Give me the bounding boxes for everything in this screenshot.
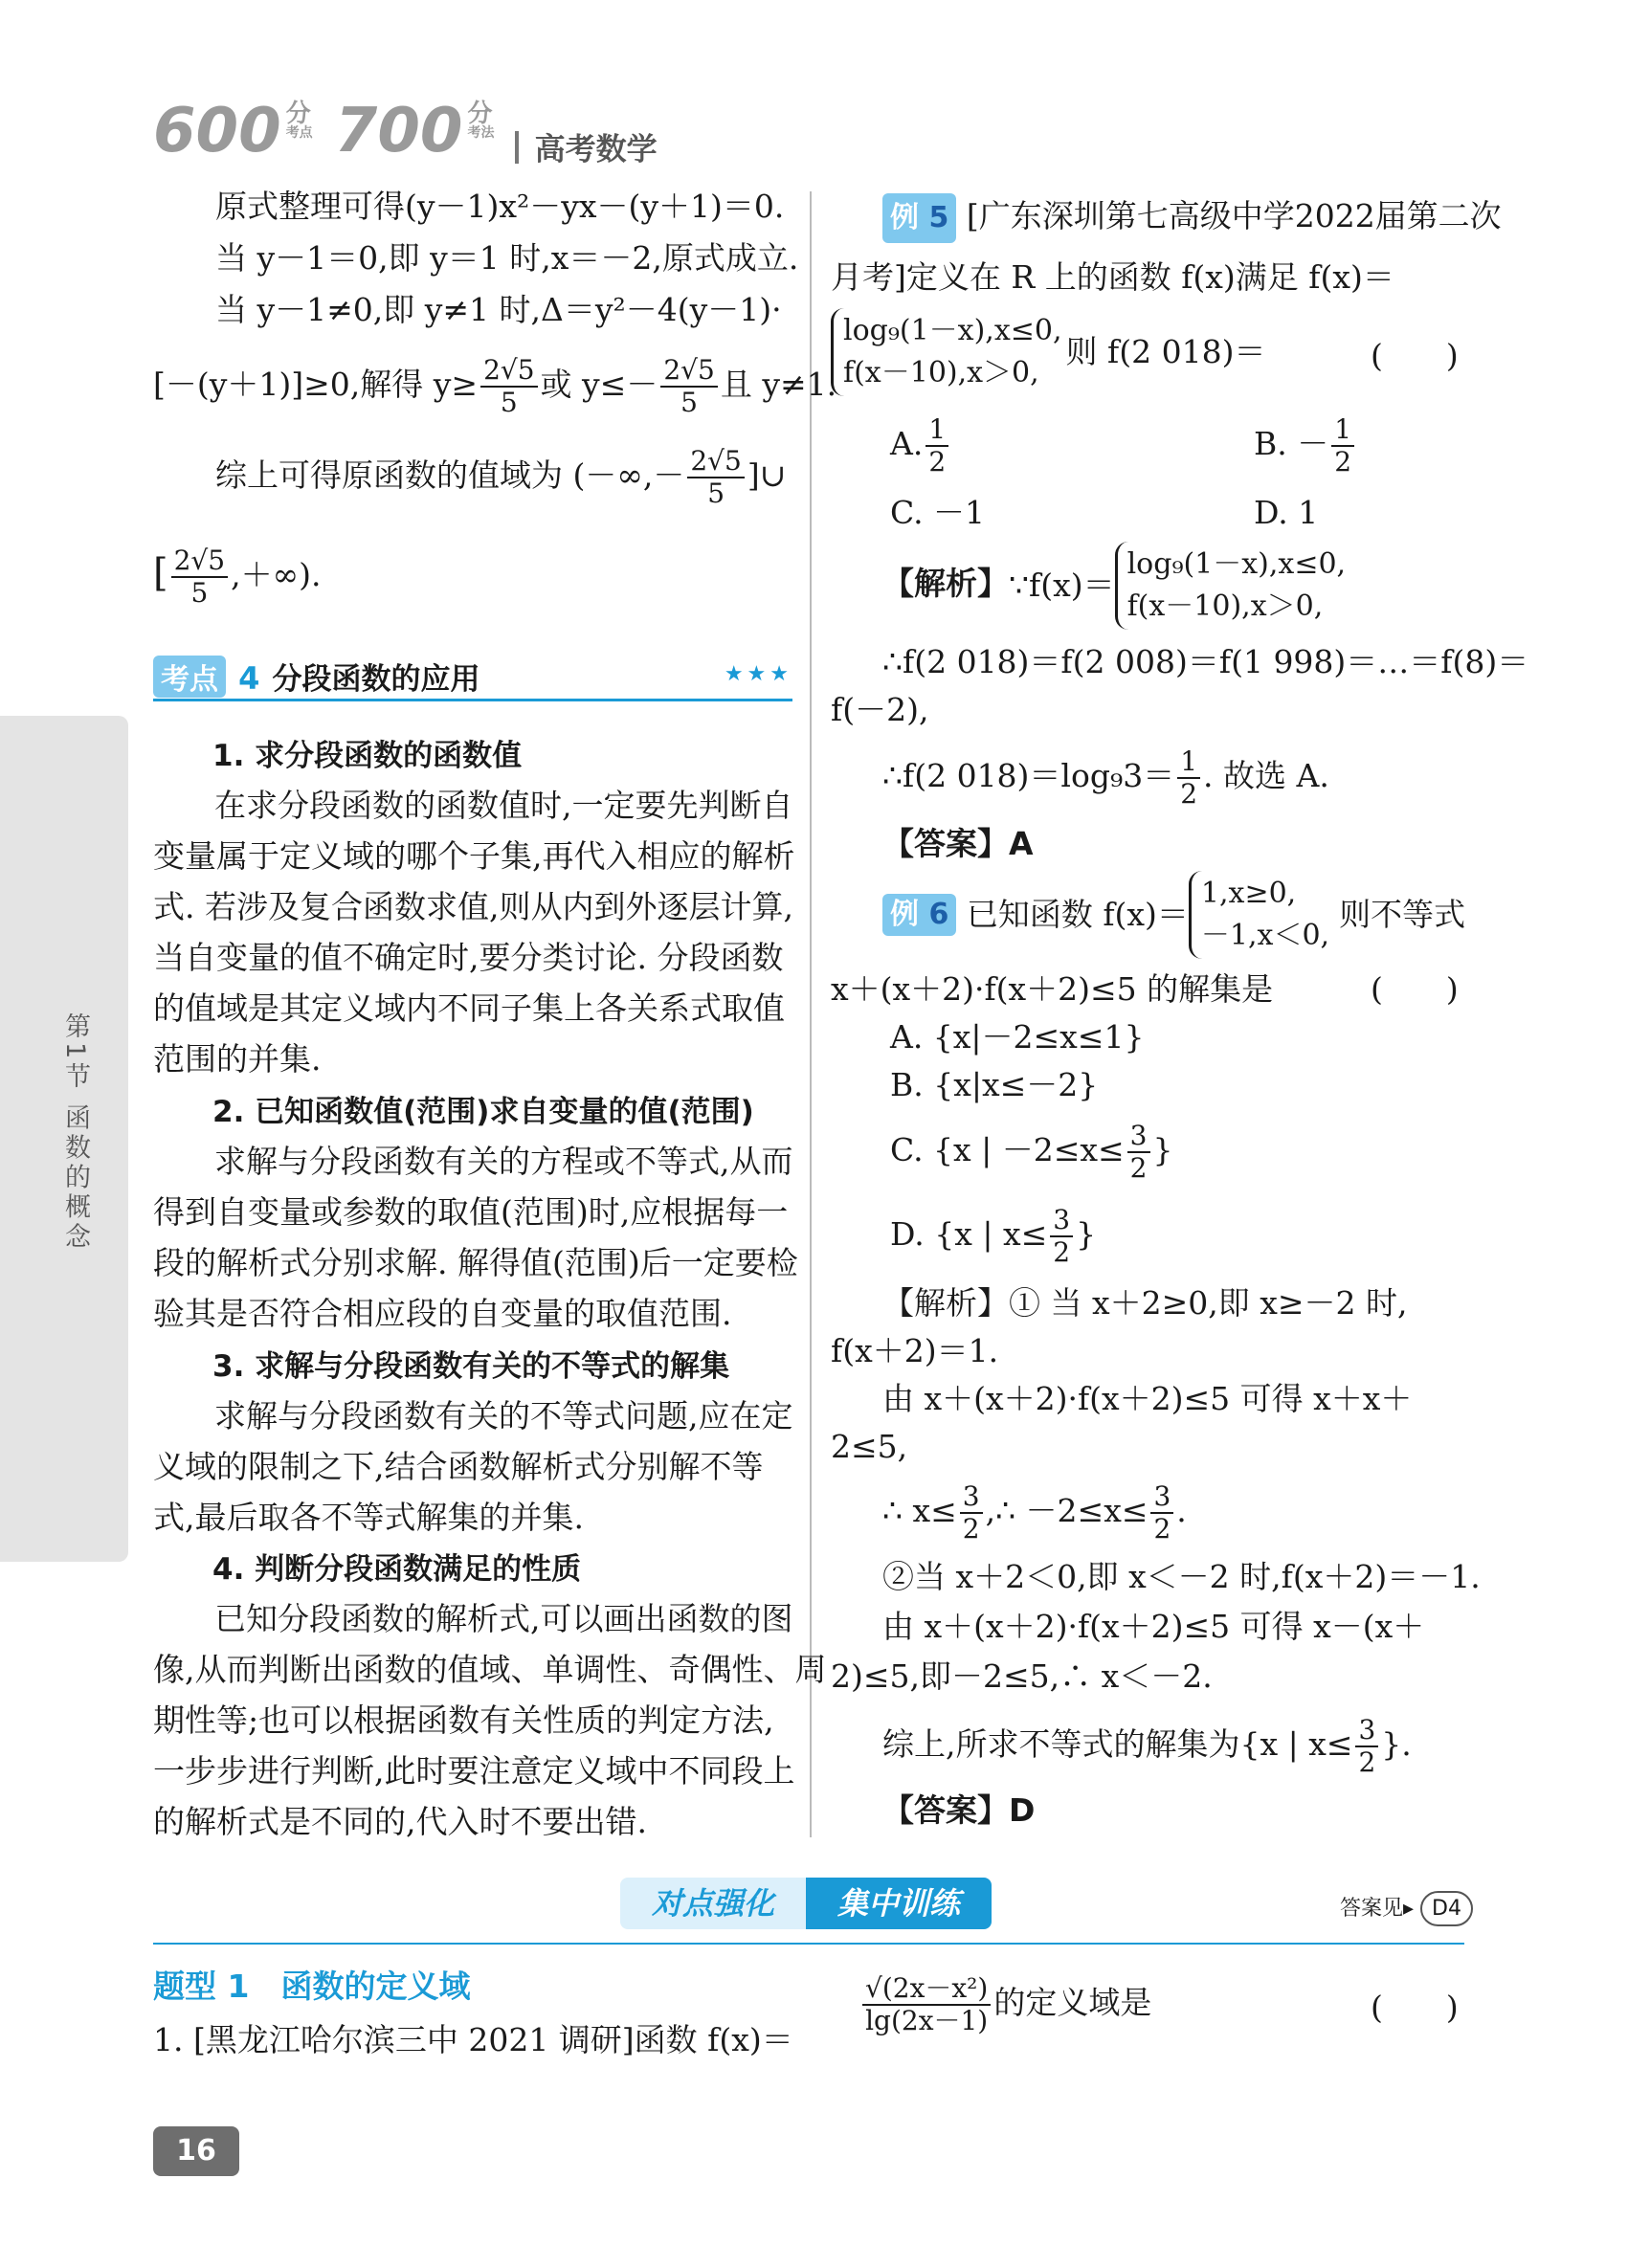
kaodian-heading: [153, 655, 792, 701]
text-line: 段的解析式分别求解. 解得值(范围)后一定要检: [153, 1244, 798, 1281]
column-divider: [810, 191, 812, 1837]
text-line: 义域的限制之下,结合函数解析式分别解不等: [153, 1448, 764, 1485]
left-line-4c: 且 y≠1.: [720, 366, 837, 403]
banner-rule: [153, 1943, 1464, 1945]
text-line: 范围的并集.: [153, 1040, 322, 1078]
question-1: 1. [黑龙江哈尔滨三中 2021 调研]函数 f(x)＝: [153, 2021, 793, 2058]
section-3-title: 3. 求解与分段函数有关的不等式的解集: [212, 1349, 730, 1384]
left-line-5a: 综上可得原函数的值域为: [215, 456, 563, 494]
example-5-line-1: [882, 191, 1502, 243]
example-6-option-a: A. {x|－2≤x≤1}: [890, 1018, 1145, 1056]
solution-6-line-3: 由 x＋(x＋2)·f(x＋2)≤5 可得 x＋x＋: [882, 1380, 1413, 1417]
left-line-6a: [: [153, 551, 168, 595]
solution-6-line-1: 【解析】① 当 x＋2≥0,即 x≥－2 时,: [882, 1284, 1408, 1322]
question-type-title: 题型 1 函数的定义域: [153, 1968, 471, 2005]
header-title: 高考数学: [534, 130, 658, 167]
example-6-option-b: B. {x|x≤－2}: [890, 1066, 1099, 1103]
section-1-title: 1. 求分段函数的函数值: [212, 739, 523, 773]
page-number: 16: [153, 2126, 239, 2176]
example-6-line-1: 例 6 已知函数 f(x)＝ 1,x≥0, －1,x＜0, 则不等式: [882, 871, 1465, 959]
header-logo: [153, 96, 658, 172]
example-6-tag: 例 6: [882, 894, 956, 936]
chapter-side-tab: [0, 716, 128, 1562]
fraction: $\frac{2√5}{5}$: [171, 547, 228, 607]
example-5-tail: 则 f(2 018)＝: [1065, 333, 1266, 370]
example-5-line-3: [831, 308, 1265, 396]
solution-5-line-2: ∴f(2 018)＝f(2 008)＝f(1 998)＝…＝f(8)＝: [882, 643, 1529, 680]
text-line: 式. 若涉及复合函数求值,则从内到外逐层计算,: [153, 888, 793, 925]
example-5-option-b: B. － $\frac{1}{2}$: [1254, 413, 1357, 476]
solution-5-line-1: 【解析】∵f(x)＝ log₉(1－x),x≤0, f(x－10),x＞0,: [882, 542, 1349, 630]
section-2-title: 2. 已知函数值(范围)求自变量的值(范围): [212, 1095, 754, 1129]
left-line-4: [153, 356, 836, 416]
fraction: $\frac{\text{√(2x－x²)}}{\lg(2x-1)}$: [862, 1975, 991, 2035]
solution-6-line-5: ∴ x≤ $\frac{3}{2}$ ,∴ －2≤x≤ $\frac{3}{2}$ .: [882, 1480, 1187, 1545]
text-line: 在求分段函数的函数值时,一定要先判断自: [214, 787, 793, 824]
logo-700: 700: [334, 96, 463, 167]
answer-5: 【答案】A: [882, 825, 1034, 862]
kaodian-number: 4: [238, 660, 260, 697]
text-line: 一步步进行判断,此时要注意定义域中不同段上: [153, 1752, 795, 1790]
text-line: 得到自变量或参数的取值(范围)时,应根据每一: [153, 1193, 789, 1231]
left-line-5b: (－∞,－: [572, 456, 685, 494]
text-line: 像,从而判断出函数的值域、单调性、奇偶性、周: [153, 1651, 827, 1688]
example-5-line-2: 月考]定义在 R 上的函数 f(x)满足 f(x)＝: [831, 258, 1394, 296]
left-line-6: [153, 544, 321, 607]
example-5-option-c: C. －1: [890, 494, 986, 531]
solution-6-line-9: 综上,所求不等式的解集为{x | x≤ $\frac{3}{2}$ }.: [882, 1714, 1412, 1778]
left-line-4b: 或 y≤－: [540, 366, 658, 403]
solution-5-line-4: ∴f(2 018)＝log₉3＝ $\frac{1}{2}$ . 故选 A.: [882, 745, 1329, 810]
text-line: 变量属于定义域的哪个子集,再代入相应的解析: [153, 837, 795, 875]
piecewise-cases: 1,x≥0, －1,x＜0,: [1189, 871, 1333, 959]
left-line-3: 当 y－1≠0,即 y≠1 时,Δ＝y²－4(y－1)·: [215, 291, 782, 328]
text-line: 求解与分段函数有关的方程或不等式,从而: [214, 1143, 793, 1180]
logo-600-unit: 分: [285, 100, 311, 128]
solution-5-line-3: f(－2),: [831, 691, 929, 728]
left-line-6b: ,＋∞).: [231, 556, 322, 593]
fraction: $\frac{2√5}{5}$: [687, 448, 744, 507]
header-divider: [515, 131, 519, 164]
side-tab-text: 第1节 函数的概念: [60, 1012, 90, 1253]
solution-6-line-2: f(x＋2)＝1.: [831, 1332, 999, 1369]
example-6-option-c: C. {x | －2≤x≤ $\frac{3}{2}$ }: [890, 1120, 1173, 1184]
text-line: 的值域是其定义域内不同子集上各关系式取值: [153, 989, 785, 1027]
training-left: 对点强化: [620, 1878, 806, 1929]
training-right: 集中训练: [806, 1878, 992, 1929]
left-line-2: 当 y－1＝0,即 y＝1 时,x＝－2,原式成立.: [215, 239, 799, 277]
difficulty-stars: ★★★: [724, 662, 792, 686]
logo-600-sub: 考点: [285, 125, 313, 141]
piecewise-cases: log₉(1－x),x≤0, f(x－10),x＞0,: [1115, 542, 1350, 630]
text-line: 已知分段函数的解析式,可以画出函数的图: [214, 1600, 793, 1637]
text-line: 验其是否符合相应段的自变量的取值范围.: [153, 1295, 732, 1332]
solution-6-line-6: ②当 x＋2＜0,即 x＜－2 时,f(x＋2)＝－1.: [882, 1558, 1481, 1595]
text-line: 当自变量的值不确定时,要分类讨论. 分段函数: [153, 939, 784, 976]
text-line: 的解析式是不同的,代入时不要出错.: [153, 1803, 647, 1840]
text-line: 求解与分段函数有关的不等式问题,应在定: [214, 1397, 793, 1434]
answer-6: 【答案】D: [882, 1791, 1036, 1829]
left-line-5: [215, 446, 786, 507]
example-5-paren: ( ): [1371, 337, 1459, 374]
text-line: 式,最后取各不等式解集的并集.: [153, 1499, 584, 1536]
text-line: 期性等;也可以根据函数有关性质的判定方法,: [153, 1701, 774, 1739]
left-line-5c: ]∪: [747, 456, 787, 494]
answer-code-badge: D4: [1420, 1891, 1473, 1926]
answer-reference: 答案见▸ D4: [1340, 1891, 1473, 1926]
question-1-cont: $\frac{\text{√(2x－x²)}}{\lg(2x-1)}$ 的定义域是: [859, 1969, 1151, 2036]
example-6-option-d: D. {x | x≤ $\frac{3}{2}$ }: [890, 1204, 1097, 1268]
left-line-1: 原式整理可得(y－1)x²－yx－(y＋1)＝0.: [215, 188, 785, 225]
fraction: $\frac{2√5}{5}$: [480, 357, 537, 416]
left-line-4a: [－(y＋1)]≥0,解得 y≥: [153, 366, 479, 403]
kaodian-title: 分段函数的应用: [272, 662, 480, 697]
logo-700-sub: 考法: [467, 125, 495, 141]
section-4-title: 4. 判断分段函数满足的性质: [212, 1552, 582, 1587]
example-6-paren: ( ): [1371, 970, 1459, 1008]
example-5-option-a: A. $\frac{1}{2}$: [890, 413, 951, 476]
kaodian-tag: 考点: [153, 656, 226, 698]
question-1-paren: ( ): [1371, 1989, 1459, 2026]
solution-6-line-7: 由 x＋(x＋2)·f(x＋2)≤5 可得 x－(x＋: [882, 1608, 1425, 1645]
logo-700-unit: 分: [467, 100, 493, 128]
example-5-option-d: D. 1: [1254, 494, 1319, 531]
solution-6-line-8: 2)≤5,即－2≤5,∴ x＜－2.: [831, 1657, 1213, 1695]
piecewise-cases: log₉(1－x),x≤0, f(x－10),x＞0,: [831, 308, 1066, 396]
logo-600: 600: [153, 96, 281, 167]
example-5-tag: 例 5: [882, 193, 956, 243]
training-banner: [620, 1878, 997, 1929]
example-6-line-2: x＋(x＋2)·f(x＋2)≤5 的解集是: [831, 970, 1274, 1008]
solution-6-line-4: 2≤5,: [831, 1428, 908, 1465]
fraction: $\frac{2√5}{5}$: [660, 357, 717, 416]
example-5-source: [广东深圳第七高级中学2022届第二次: [966, 197, 1502, 234]
